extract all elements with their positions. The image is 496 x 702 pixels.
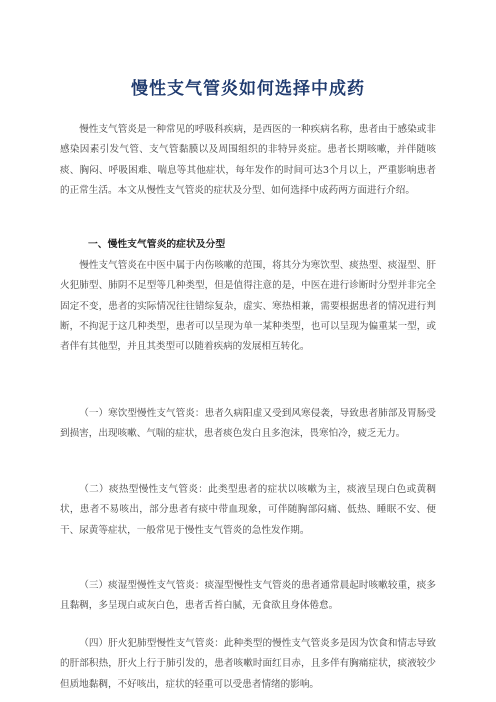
section-heading-symptoms-types: 一、慢性支气管炎的症状及分型 bbox=[88, 239, 226, 250]
intro-paragraph: 慢性支气管炎是一种常见的呼吸科疾病，是西医的一种疾病名称，患者由于感染或非感染因素引发气管、支气管黏膜以及周围组织的非特异炎症。患者长期咳嗽，并伴随咳痰、胸闷、呼吸困难、喘息等其他症状，每年发作的时间可达3个月以上，严重影响患者的正常生活。本文从慢性支气管炎的症状及分型、如何选择中成药两方面进行介绍。 bbox=[60, 124, 436, 196]
document-title: 慢性支气管炎如何选择中成药 bbox=[131, 79, 365, 99]
type-paragraph-liver-fire: （四）肝火犯肺型慢性支气管炎：此种类型的慢性支气管炎多是因为饮食和情志导致的肝部积热，肝火上行于肺引发的，患者咳嗽时面红目赤，且多伴有胸痛症状，痰液较少但质地黏稠，不好咳出，症状的轻重可以受患者情绪的影响。 bbox=[60, 638, 436, 690]
type-paragraph-cold-fluid: （一）寒饮型慢性支气管炎：患者久病阳虚又受到风寒侵袭，导致患者肺部及胃肠受到损害，出现咳嗽、气喘的症状，患者痰色发白且多泡沫，畏寒怕冷，疲乏无力。 bbox=[60, 408, 436, 440]
type-paragraph-phlegm-damp: （三）痰湿型慢性支气管炎：痰湿型慢性支气管炎的患者通常晨起时咳嗽较重，痰多且黏稠，多呈现白或灰白色，患者舌苔白腻，无食欲且身体倦怠。 bbox=[60, 580, 436, 612]
section-paragraph-symptoms-types: 慢性支气管炎在中医中属于内伤咳嗽的范围，将其分为寒饮型、痰热型、痰湿型、肝火犯肺型、肺阴不足型等几种类型，但是值得注意的是，中医在进行诊断时分型并非完全固定不变，患者的实际情况往往错综复杂，虚实、寒热相兼，需要根据患者的情况进行判断，不拘泥于这几种类型，患者可以呈现为单一某种类型，也可以呈现为偏重某一型，或者伴有其他型，并且其类型可以随着疾病的发展相互转化。 bbox=[60, 260, 436, 353]
type-paragraph-phlegm-heat: （二）痰热型慢性支气管炎：此类型患者的症状以咳嗽为主，痰液呈现白色或黄稠状，患者不易咳出，部分患者有痰中带血现象，可伴随胸部闷痛、低热、睡眠不安、便干、尿黄等症状，一般常见于慢性支气管炎的急性发作期。 bbox=[60, 484, 436, 536]
